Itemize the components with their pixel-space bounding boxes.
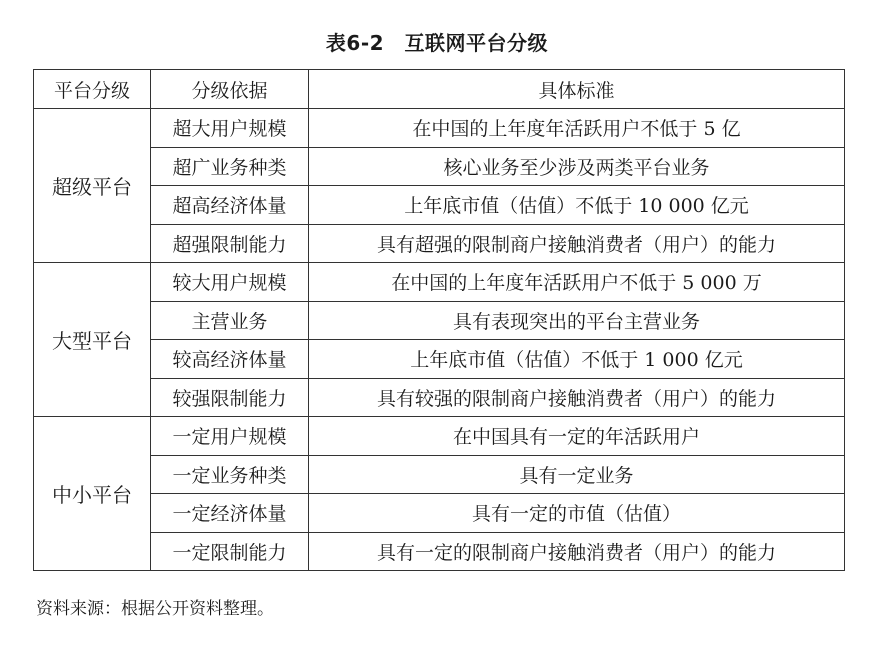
standard-cell: 在中国的上年度年活跃用户不低于 5 000 万 <box>309 263 845 302</box>
table-row <box>34 263 845 302</box>
basis-cell: 主营业务 <box>151 301 309 340</box>
standard-cell: 在中国具有一定的年活跃用户 <box>309 417 845 456</box>
table-row <box>34 147 845 186</box>
table-row <box>34 224 845 263</box>
basis-cell: 超高经济体量 <box>151 186 309 225</box>
standard-cell: 核心业务至少涉及两类平台业务 <box>309 147 845 186</box>
table-row <box>34 417 845 456</box>
table-row <box>34 532 845 571</box>
table-row <box>34 378 845 417</box>
standard-cell: 具有较强的限制商户接触消费者（用户）的能力 <box>309 378 845 417</box>
basis-cell: 一定经济体量 <box>151 494 309 533</box>
basis-cell: 一定限制能力 <box>151 532 309 571</box>
table-row <box>34 186 845 225</box>
source-note: 资料来源：根据公开资料整理。 <box>36 599 274 619</box>
basis-cell: 较高经济体量 <box>151 340 309 379</box>
table-row <box>34 301 845 340</box>
basis-cell: 超强限制能力 <box>151 224 309 263</box>
table-row <box>34 494 845 533</box>
header-level: 平台分级 <box>34 70 151 109</box>
header-basis: 分级依据 <box>151 70 309 109</box>
basis-cell: 较强限制能力 <box>151 378 309 417</box>
basis-cell: 较大用户规模 <box>151 263 309 302</box>
platform-classification-table <box>33 69 845 571</box>
standard-cell: 具有一定业务 <box>309 455 845 494</box>
basis-cell: 超广业务种类 <box>151 147 309 186</box>
basis-cell: 一定业务种类 <box>151 455 309 494</box>
table-header-row <box>34 70 845 109</box>
standard-cell: 上年底市值（估值）不低于 10 000 亿元 <box>309 186 845 225</box>
basis-cell: 超大用户规模 <box>151 109 309 148</box>
standard-cell: 上年底市值（估值）不低于 1 000 亿元 <box>309 340 845 379</box>
standard-cell: 具有一定的限制商户接触消费者（用户）的能力 <box>309 532 845 571</box>
level-cell-large: 大型平台 <box>34 263 151 417</box>
basis-cell: 一定用户规模 <box>151 417 309 456</box>
level-cell-small-medium: 中小平台 <box>34 417 151 571</box>
header-standard: 具体标准 <box>309 70 845 109</box>
standard-cell: 在中国的上年度年活跃用户不低于 5 亿 <box>309 109 845 148</box>
level-cell-super: 超级平台 <box>34 109 151 263</box>
standard-cell: 具有表现突出的平台主营业务 <box>309 301 845 340</box>
table-title: 表6-2 互联网平台分级 <box>325 31 549 55</box>
standard-cell: 具有一定的市值（估值） <box>309 494 845 533</box>
table-row <box>34 455 845 494</box>
table-row <box>34 340 845 379</box>
standard-cell: 具有超强的限制商户接触消费者（用户）的能力 <box>309 224 845 263</box>
table-row <box>34 109 845 148</box>
